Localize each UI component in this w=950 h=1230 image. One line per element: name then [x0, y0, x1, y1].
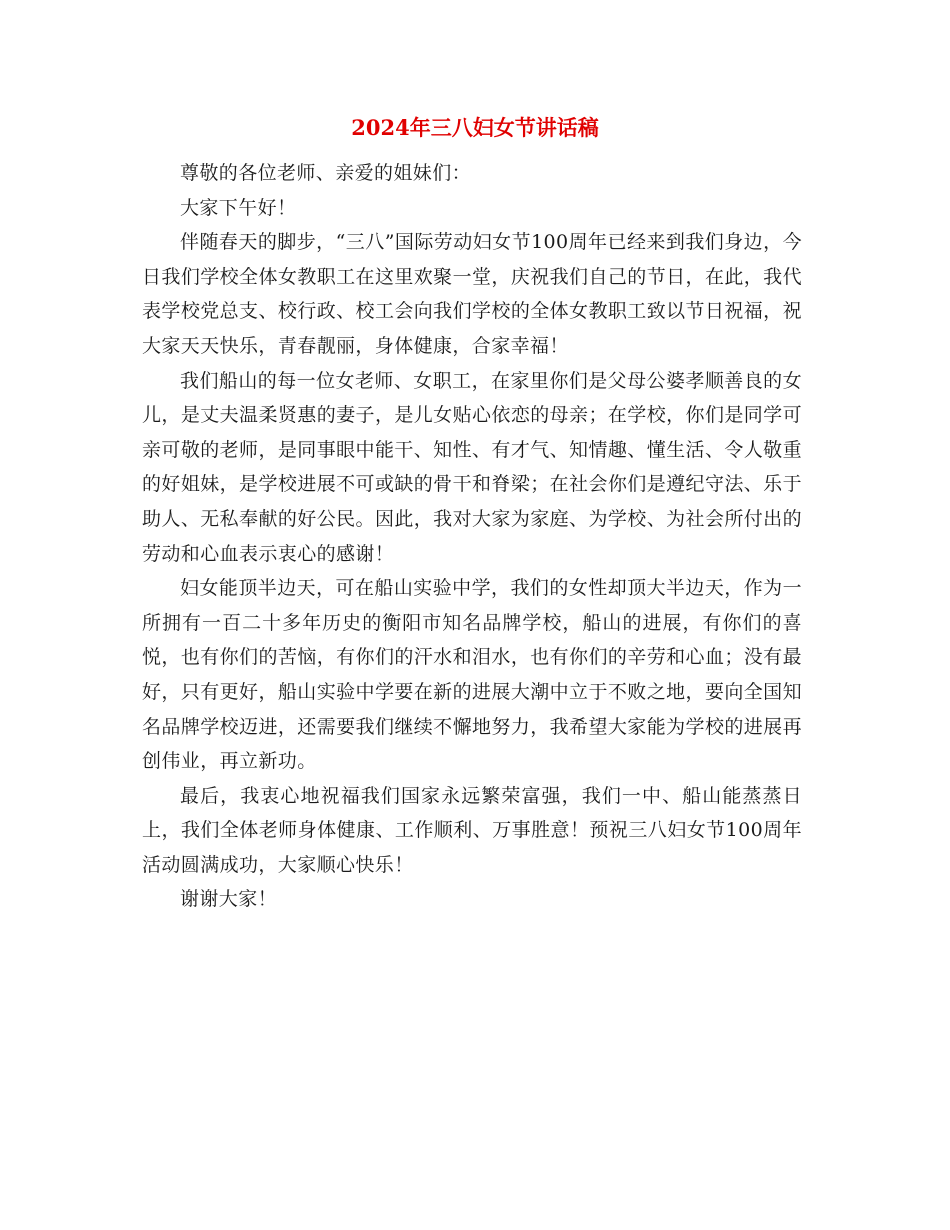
body-paragraph-1: 伴随春天的脚步，“三八”国际劳动妇女节100周年已经来到我们身边，今日我们学校全体女教职工在这里欢聚一堂，庆祝我们自己的节日，在此，我代表学校党总支、校行政、校工会向我们学校的全体女教职工致以节日祝福，祝大家天天快乐，青春靓丽，身体健康，合家幸福！: [142, 231, 802, 357]
document-body: [142, 156, 802, 917]
salutation-paragraph: 尊敬的各位老师、亲爱的姐妹们：: [180, 162, 472, 184]
body-paragraph-2: 我们船山的每一位女老师、女职工，在家里你们是父母公婆孝顺善良的女儿，是丈夫温柔贤惠的妻子，是儿女贴心依恋的母亲；在学校，你们是同学可亲可敬的老师，是同事眼中能干、知性、有才气、知情趣、懂生活、令人敬重的好姐妹，是学校进展不可或缺的骨干和脊梁；在社会你们是遵纪守法、乐于助人、无私奉献的好公民。因此，我对大家为家庭、为学校、为社会所付出的劳动和心血表示衷心的感谢！: [142, 369, 802, 565]
document-title: 2024年三八妇女节讲话稿: [351, 115, 599, 140]
greeting-paragraph: 大家下午好！: [180, 196, 297, 219]
body-paragraph-3: 妇女能顶半边天，可在船山实验中学，我们的女性却顶大半边天，作为一所拥有一百二十多年历史的衡阳市知名品牌学校，船山的进展，有你们的喜悦，也有你们的苦恼，有你们的汗水和泪水，也有你们的辛劳和心血；没有最好，只有更好，船山实验中学要在新的进展大潮中立于不败之地，要向全国知名品牌学校迈进，还需要我们继续不懈地努力，我希望大家能为学校的进展再创伟业，再立新功。: [142, 577, 802, 773]
closing-paragraph: 最后，我衷心地祝福我们国家永远繁荣富强，我们一中、船山能蒸蒸日上，我们全体老师身体健康、工作顺利、万事胜意！预祝三八妇女节100周年活动圆满成功，大家顺心快乐！: [142, 784, 802, 876]
thanks-paragraph: 谢谢大家！: [180, 888, 278, 911]
